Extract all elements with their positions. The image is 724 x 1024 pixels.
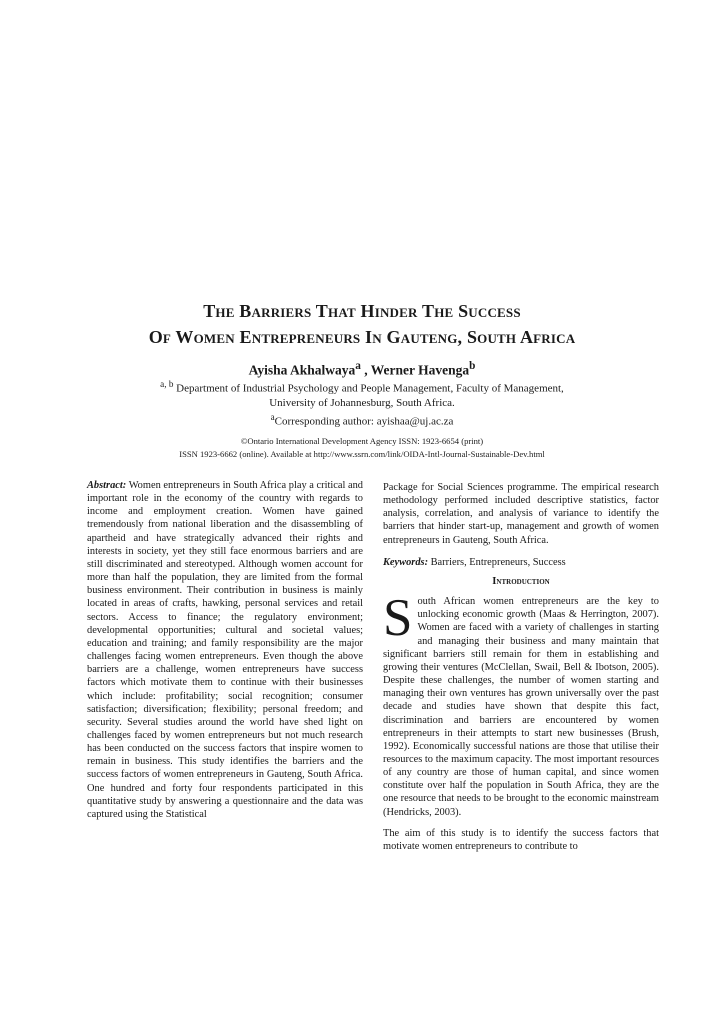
corresponding-marker: a bbox=[270, 411, 275, 422]
affiliation-line-1: Department of Industrial Psychology and People Management, Faculty of Management, bbox=[173, 382, 564, 395]
author-1-marker: a bbox=[355, 360, 361, 372]
author-1-name: Ayisha Akhalwaya bbox=[248, 362, 356, 378]
left-column bbox=[87, 479, 363, 821]
journal-line-1: ©Ontario International Development Agency ISSN: 1923-6654 (print) bbox=[240, 436, 484, 446]
drop-cap: S bbox=[383, 589, 413, 648]
affiliation-marker: a, b bbox=[160, 379, 174, 389]
author-separator: , bbox=[360, 362, 371, 378]
title-line-1: The Barriers That Hinder The Success bbox=[203, 301, 521, 321]
author-2-name: Werner Havenga bbox=[370, 362, 470, 378]
introduction-paragraph-2: The aim of this study is to identify the success factors that motivate women entrepreneurs to contribute to bbox=[383, 827, 659, 852]
paper-title bbox=[62, 298, 662, 350]
journal-line-2: ISSN 1923-6662 (online). Available at http://www.ssrn.com/link/OIDA-Intl-Journal-Sustainable-Dev.html bbox=[179, 449, 545, 459]
author-2-marker: b bbox=[469, 360, 476, 372]
abstract-text: Women entrepreneurs in South Africa play a critical and important role in the economy of the country with regards to income and employment creation. Women have gained tremendously from national liberation and the disassembling of apartheid and have strategically advanced their rights and interests in society, yet they still face enormous barriers and are still discriminated and stereotyped. Although women account for more than half the population, they are limited from the formal business environment. Their contribution in business is mainly located in areas of crafts, hawking, personal services and retail sectors. Access to finance; the regulatory environment; developmental opportunities; cultural and societal values; education and training; and family responsibility are the major challenges facing women entrepreneurs. Even though the above barriers are a challenge, women entrepreneurs have success factors which motivate them to continue with their businesses which include: profitability; social recognition; consumer satisfaction; diversification; flexibility; personal freedom; and security. Several studies around the world have shed light on challenges faced by women entrepreneurs but not much research has been conducted on the success factors that inspire women to remain in business. This study identifies the barriers and the success factors of women entrepreneurs in Gauteng, South Africa. One hundred and forty four respondents participated in this quantitative study by answering a questionnaire and the data was captured using the Statistical bbox=[87, 480, 363, 820]
affiliation-block bbox=[62, 377, 662, 428]
abstract-label: Abstract: bbox=[87, 480, 127, 491]
abstract-continuation: Package for Social Sciences programme. The empirical research methodology performed included descriptive statistics, factor analysis, correlation, and analysis of variance to identify the barriers that hinder start-up, management and growth of women entrepreneurs in Gauteng, South Africa. bbox=[383, 482, 659, 546]
journal-info bbox=[40, 435, 684, 461]
author-list bbox=[62, 358, 662, 379]
abstract-paragraph bbox=[87, 479, 363, 821]
right-column bbox=[383, 481, 659, 853]
keywords-text: Barriers, Entrepreneurs, Success bbox=[428, 556, 566, 568]
introduction-heading: Introduction bbox=[492, 575, 550, 587]
keywords-paragraph bbox=[383, 556, 659, 569]
keywords-label: Keywords: bbox=[383, 556, 429, 568]
introduction-paragraph-1 bbox=[383, 589, 659, 819]
affiliation-line-2: University of Johannesburg, South Africa. bbox=[269, 396, 455, 409]
introduction-paragraph-1-text: outh African women entrepreneurs are the key to unlocking economic growth (Maas & Herrington, 2007). Women are faced with a variety of challenges in starting and managing their business and many maintain that significant barriers still remain for them in establishing and growing their ventures (McClellan, Swail, Bell & Ibotson, 2005). Despite these challenges, the number of women starting and managing their own ventures has grown universally over the past decade and studies have shown that despite this fact, discrimination and barriers are encountered by women entrepreneurs in their attempts to start new businesses (Brush, 1992). Economically successful nations are those that utilise their resources to the maximum capacity. The most important resources of any country are those of human capital, and since women constitute over half the population in South Africa, they are the one resource that needs to be brought to the economic mainstream (Hendricks, 2003). bbox=[383, 596, 659, 818]
corresponding-author: Corresponding author: ayishaa@uj.ac.za bbox=[274, 415, 454, 428]
title-line-2: Of Women Entrepreneurs In Gauteng, South Africa bbox=[148, 327, 576, 347]
